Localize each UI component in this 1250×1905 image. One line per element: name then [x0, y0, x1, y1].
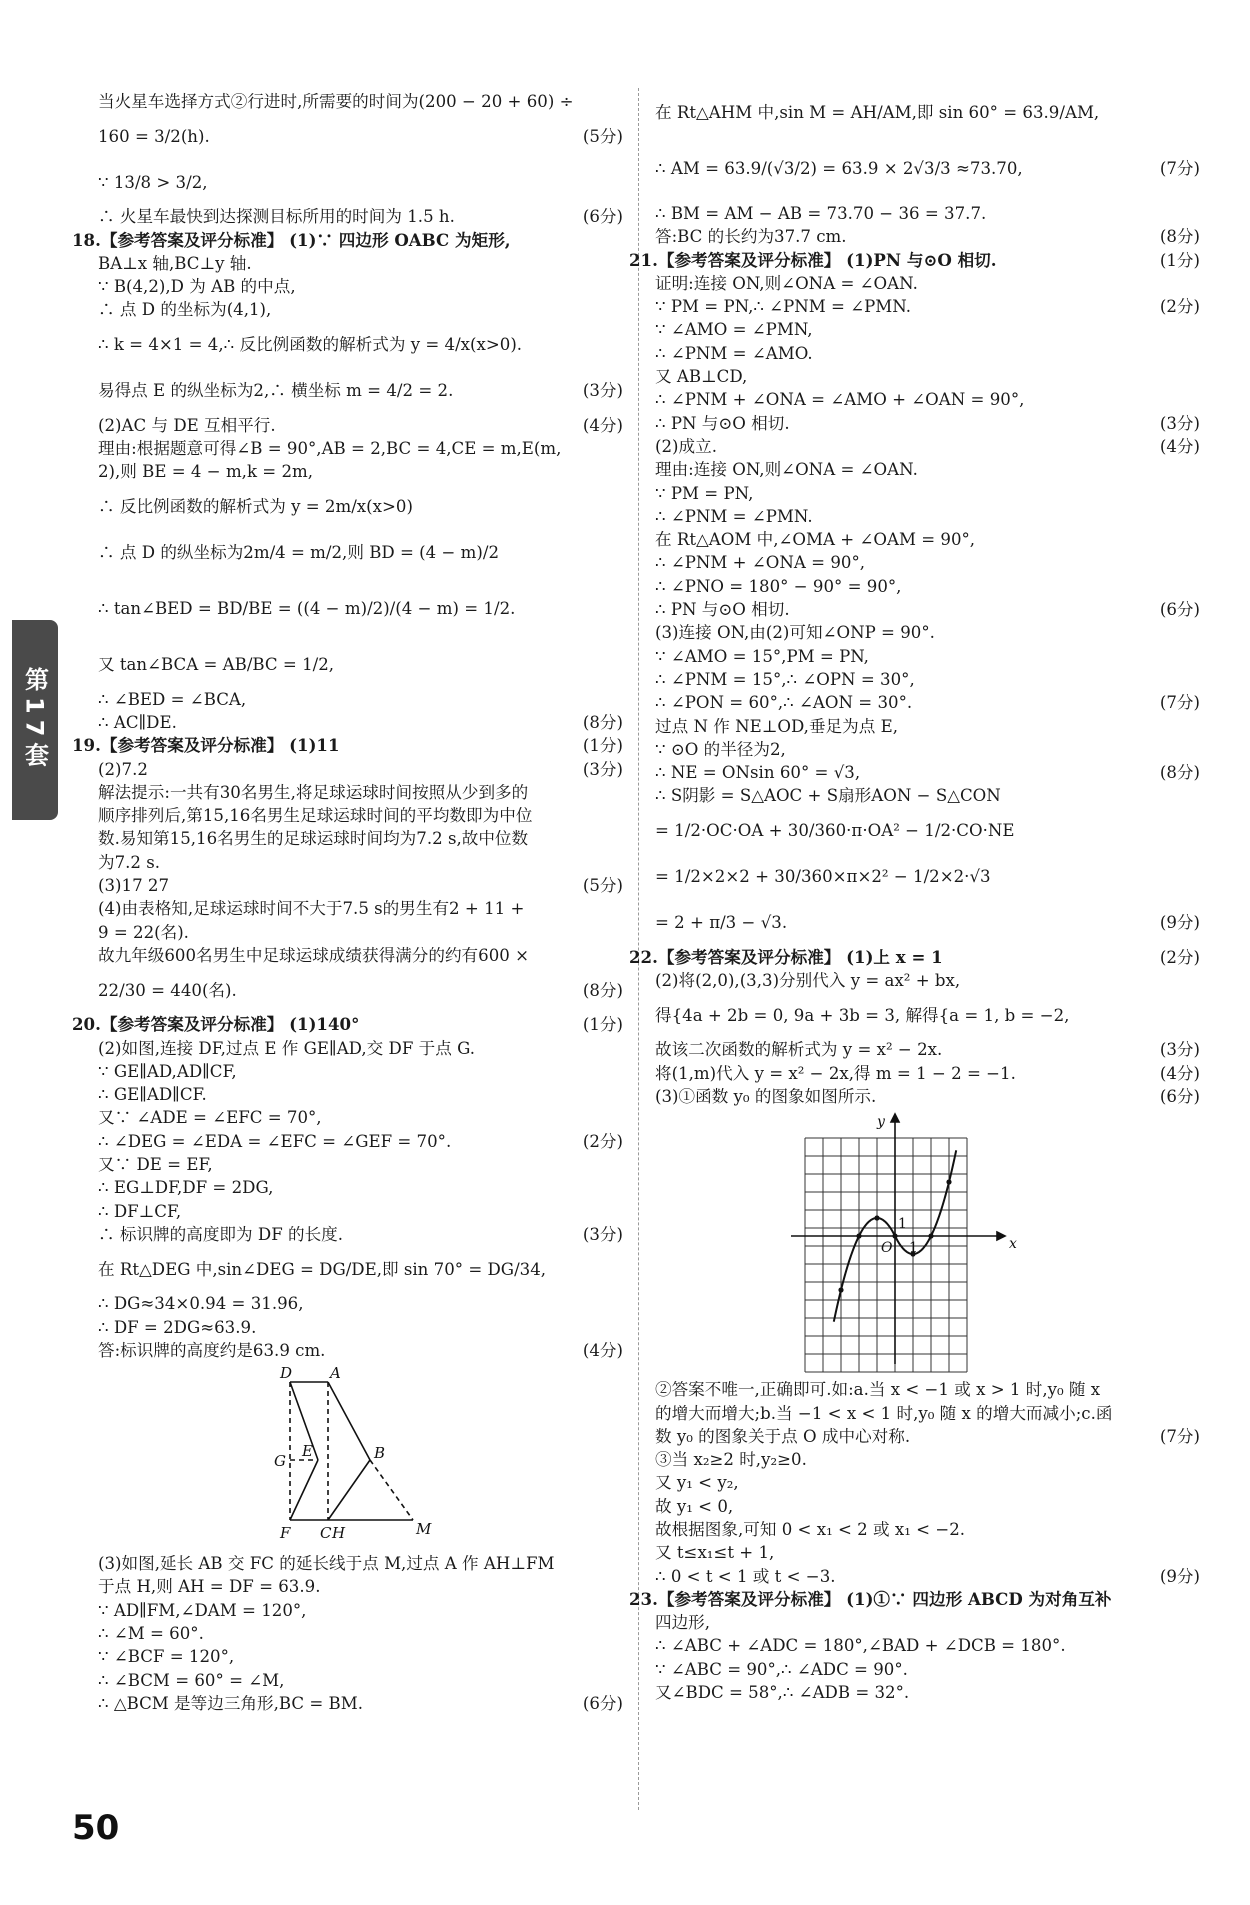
line-text: ∵ ∠AMO = 15°,PM = PN,: [655, 646, 869, 666]
text-line: [655, 668, 1200, 691]
text-line: [98, 1622, 623, 1645]
text-line: [98, 944, 623, 967]
line-text: ∴ ∠PNM = ∠PMN.: [655, 506, 813, 526]
line-text: BA⊥x 轴,BC⊥y 轴.: [98, 253, 252, 273]
score-mark: (9分): [1159, 913, 1200, 933]
score-mark: (6分): [1159, 600, 1200, 620]
line-text: = 1/2·OC·OA + 30/360·π·OA² − 1/2·CO·NE: [655, 821, 1015, 841]
text-line: [98, 576, 623, 642]
text-line: [98, 1223, 623, 1246]
text-line: [98, 414, 623, 437]
text-line: [655, 1658, 1200, 1681]
line-text: 22.【参考答案及评分标准】 (1)上 x = 1: [629, 946, 943, 967]
text-line: [98, 1246, 623, 1292]
figure-20-sign-diagram: [98, 1362, 623, 1552]
line-text: 理由:根据题意可得∠B = 90°,AB = 2,BC = 4,CE = m,E(m,: [98, 439, 562, 459]
score-mark: (8分): [1159, 763, 1200, 783]
text-line: [655, 1681, 1200, 1704]
line-text: (2)成立.: [655, 436, 717, 456]
fig20-label-h: H: [332, 1524, 346, 1543]
line-text: ∴ EG⊥DF,DF = 2DG,: [98, 1178, 274, 1198]
line-text: ∵ ∠ABC = 90°,∴ ∠ADC = 90°.: [655, 1659, 908, 1679]
line-text: 将(1,m)代入 y = x² − 2x,得 m = 1 − 2 = −1.: [655, 1063, 1016, 1083]
text-line: [655, 738, 1200, 761]
text-line: [98, 1130, 623, 1153]
line-text: 答:标识牌的高度约是63.9 cm.: [98, 1340, 326, 1360]
line-text: (2)如图,连接 DF,过点 E 作 GE∥AD,交 DF 于点 G.: [98, 1038, 476, 1058]
score-mark: (9分): [1159, 1566, 1200, 1586]
graph22-unit-y: 1: [898, 1216, 907, 1233]
line-text: ∴ GE∥AD∥CF.: [98, 1085, 207, 1105]
figure-20-svg: [268, 1362, 508, 1552]
text-line: [72, 1013, 623, 1036]
graph22-y-label: y: [877, 1114, 885, 1131]
line-text: 18.【参考答案及评分标准】 (1)∵ 四边形 OABC 为矩形,: [72, 229, 511, 250]
fig20-label-g: G: [274, 1452, 286, 1471]
line-text: ∴ 点 D 的坐标为(4,1),: [98, 300, 272, 320]
line-text: (2)7.2: [98, 759, 148, 779]
text-line: [655, 1402, 1200, 1425]
line-text: ∴ ∠PNM = ∠AMO.: [655, 343, 813, 363]
score-mark: (5分): [582, 876, 623, 896]
line-text: ∴ DF = 2DG≈63.9.: [98, 1317, 257, 1337]
score-mark: (1分): [582, 1015, 623, 1035]
text-line: [98, 159, 623, 205]
graph22-point: [946, 1180, 951, 1185]
score-mark: (7分): [1159, 693, 1200, 713]
line-text: 故九年级600名男生中足球运球成绩获得满分的约有600 ×: [98, 945, 529, 965]
score-mark: (8分): [582, 980, 623, 1000]
line-text: 21.【参考答案及评分标准】 (1)PN 与⊙O 相切.: [629, 249, 997, 270]
text-line: [655, 1448, 1200, 1471]
right-lines-2: [629, 1378, 1200, 1704]
text-line: [655, 435, 1200, 458]
score-mark: (5分): [582, 126, 623, 146]
text-line: [629, 249, 1200, 272]
text-line: [655, 784, 1200, 807]
text-line: [98, 1176, 623, 1199]
text-line: [98, 437, 623, 460]
line-text: ∴ ∠DEG = ∠EDA = ∠EFC = ∠GEF = 70°.: [98, 1131, 452, 1151]
score-mark: (6分): [582, 207, 623, 227]
text-line: [98, 530, 623, 576]
text-line: [655, 575, 1200, 598]
text-line: [98, 275, 623, 298]
line-text: 当火星车选择方式②行进时,所需要的时间为(200 − 20 + 60) ÷: [98, 92, 574, 111]
line-text: ∴ ∠M = 60°.: [98, 1623, 204, 1643]
text-line: [655, 272, 1200, 295]
text-line: [655, 808, 1200, 854]
text-line: [98, 1669, 623, 1692]
fig20-label-e: E: [302, 1442, 313, 1461]
score-mark: (4分): [1159, 1063, 1200, 1083]
line-text: 的增大而增大;b.当 −1 < x < 1 时,y₀ 随 x 的增大而减小;c.函: [655, 1403, 1113, 1423]
text-line: [655, 225, 1200, 248]
line-text: 数 y₀ 的图象关于点 O 成中心对称.: [655, 1426, 911, 1446]
line-text: 解法提示:一共有30名男生,将足球运球时间按照从少到多的: [98, 782, 529, 802]
text-line: [98, 1599, 623, 1622]
score-mark: (8分): [582, 712, 623, 732]
line-text: 数.易知第15,16名男生的足球运球时间均为7.2 s,故中位数: [98, 829, 529, 849]
text-line: [655, 482, 1200, 505]
text-line: [655, 598, 1200, 621]
line-text: ∴ PN 与⊙O 相切.: [655, 600, 790, 620]
score-mark: (3分): [1159, 1040, 1200, 1060]
line-text: 又 tan∠BCA = AB/BC = 1/2,: [98, 655, 335, 675]
line-text: ③当 x₂≥2 时,y₂≥0.: [655, 1450, 807, 1470]
graph22-point: [856, 1234, 861, 1239]
right-column: [629, 90, 1200, 1704]
line-text: ∴ ∠PON = 60°,∴ ∠AON = 30°.: [655, 693, 913, 713]
line-text: ∴ S阴影 = S△AOC + S扇形AON − S△CON: [655, 786, 1001, 806]
line-text: 过点 N 作 NE⊥OD,垂足为点 E,: [655, 716, 898, 736]
line-text: ∴ NE = ONsin 60° = √3,: [655, 763, 861, 783]
line-text: 易得点 E 的纵坐标为2,∴ 横坐标 m = 4/2 = 2.: [98, 381, 454, 401]
text-line: [98, 298, 623, 321]
line-text: 顺序排列后,第15,16名男生足球运球时间的平均数即为中位: [98, 806, 533, 826]
score-mark: (8分): [1159, 227, 1200, 247]
graph22-unit-x: 1: [909, 1240, 918, 1257]
line-text: 于点 H,则 AH = DF = 63.9.: [98, 1577, 321, 1597]
text-line: [655, 621, 1200, 644]
graph22-svg: [787, 1112, 1047, 1374]
score-mark: (7分): [1159, 159, 1200, 179]
line-text: ∵ ∠AMO = ∠PMN,: [655, 320, 813, 340]
line-text: ∴ ∠PNM + ∠ONA = 90°,: [655, 553, 866, 573]
line-text: ∴ k = 4×1 = 4,∴ 反比例函数的解析式为 y = 4/x(x>0).: [98, 335, 523, 355]
side-tab-set-number: 第17套: [12, 620, 58, 820]
text-line: [72, 229, 623, 252]
line-text: (3)连接 ON,由(2)可知∠ONP = 90°.: [655, 623, 935, 643]
score-mark: (6分): [1159, 1086, 1200, 1106]
line-text: ∴ AM = 63.9/(√3/2) = 63.9 × 2√3/3 ≈73.70,: [655, 159, 1023, 179]
text-line: [655, 551, 1200, 574]
text-line: [98, 921, 623, 944]
fig20-label-a: A: [330, 1364, 341, 1383]
line-text: 得{4a + 2b = 0, 9a + 3b = 3, 解得{a = 1, b = −2,: [655, 1005, 1070, 1025]
text-line: [98, 1645, 623, 1668]
text-line: [629, 1588, 1200, 1611]
line-text: ∴ △BCM 是等边三角形,BC = BM.: [98, 1693, 364, 1713]
graph22-origin-label: O: [881, 1240, 893, 1257]
fig20-label-m: M: [416, 1520, 432, 1539]
line-text: ∴ DG≈34×0.94 = 31.96,: [98, 1294, 304, 1314]
text-line: [98, 322, 623, 368]
line-text: (3)如图,延长 AB 交 FC 的延长线于点 M,过点 A 作 AH⊥FM: [98, 1554, 555, 1574]
line-text: ∴ 0 < t < 1 或 t < −3.: [655, 1566, 836, 1586]
text-line: [98, 781, 623, 804]
text-line: [98, 1292, 623, 1315]
fig20-segment-ef: [290, 1460, 318, 1520]
text-line: [655, 295, 1200, 318]
line-text: ∵ ∠BCF = 120°,: [98, 1647, 235, 1667]
text-line: [655, 1634, 1200, 1657]
fig20-label-c: C: [320, 1524, 332, 1543]
score-mark: (3分): [582, 1224, 623, 1244]
line-text: ∴ ∠ABC + ∠ADC = 180°,∠BAD + ∠DCB = 180°.: [655, 1636, 1066, 1656]
text-line: [629, 946, 1200, 969]
graph22-point: [892, 1234, 897, 1239]
text-line: [98, 874, 623, 897]
text-line: [655, 388, 1200, 411]
line-text: 在 Rt△AOM 中,∠OMA + ∠OAM = 90°,: [655, 530, 976, 550]
line-text: 理由:连接 ON,则∠ONA = ∠OAN.: [655, 460, 918, 480]
fig20-label-b: B: [374, 1444, 386, 1463]
text-line: [655, 90, 1200, 136]
line-text: 20.【参考答案及评分标准】 (1)140°: [72, 1014, 360, 1035]
graph22-point: [874, 1216, 879, 1221]
line-text: ∴ ∠BCM = 60° = ∠M,: [98, 1670, 285, 1690]
line-text: ∴ BM = AM − AB = 73.70 − 36 = 37.7.: [655, 204, 987, 223]
text-line: [72, 734, 623, 757]
text-line: [98, 711, 623, 734]
line-text: 又∵ DE = EF,: [98, 1155, 213, 1175]
fig20-segment-bm: [370, 1460, 413, 1520]
line-text: ∴ DF⊥CF,: [98, 1201, 182, 1221]
text-line: [655, 969, 1200, 992]
text-line: [98, 90, 623, 113]
line-text: 证明:连接 ON,则∠ONA = ∠OAN.: [655, 273, 918, 293]
text-line: [98, 897, 623, 920]
text-line: [98, 1692, 623, 1715]
text-line: [655, 136, 1200, 202]
line-text: 22/30 = 440(名).: [98, 980, 237, 1000]
text-line: [655, 645, 1200, 668]
left-lines-2: [98, 1552, 623, 1715]
text-line: [655, 715, 1200, 738]
text-line: [655, 412, 1200, 435]
line-text: 160 = 3/2(h).: [98, 126, 210, 146]
line-text: 又 t≤x₁≤t + 1,: [655, 1543, 775, 1563]
left-lines-1: [72, 90, 623, 1362]
text-line: [98, 1316, 623, 1339]
line-text: 答:BC 的长约为37.7 cm.: [655, 227, 847, 247]
line-text: (2)将(2,0),(3,3)分别代入 y = ax² + bx,: [655, 971, 961, 991]
text-line: [655, 342, 1200, 365]
score-mark: (1分): [582, 736, 623, 756]
page-number: 50: [72, 1808, 120, 1848]
text-line: [98, 688, 623, 711]
line-text: ∵ ⊙O 的半径为2,: [655, 739, 786, 759]
score-mark: (2分): [1159, 947, 1200, 967]
line-text: ②答案不唯一,正确即可.如:a.当 x < −1 或 x > 1 时,y₀ 随 x: [655, 1380, 1101, 1400]
line-text: ∴ ∠PNM = 15°,∴ ∠OPN = 30°,: [655, 669, 915, 689]
line-text: 19.【参考答案及评分标准】 (1)11: [72, 735, 340, 756]
line-text: ∵ B(4,2),D 为 AB 的中点,: [98, 277, 296, 297]
fig20-label-f: F: [280, 1524, 291, 1543]
fig20-segment-bc: [328, 1460, 370, 1520]
line-text: 2),则 BE = 4 − m,k = 2m,: [98, 462, 314, 482]
line-text: (3)17 27: [98, 876, 170, 896]
line-text: 在 Rt△AHM 中,sin M = AH/AM,即 sin 60° = 63.9/AM,: [655, 103, 1100, 123]
line-text: ∴ ∠PNO = 180° − 90° = 90°,: [655, 576, 902, 596]
score-mark: (3分): [582, 381, 623, 401]
graph22-x-label: x: [1009, 1236, 1017, 1253]
score-mark: (2分): [1159, 297, 1200, 317]
text-line: [655, 365, 1200, 388]
text-line: [655, 1495, 1200, 1518]
text-line: [98, 1200, 623, 1223]
score-mark: (3分): [582, 759, 623, 779]
line-text: (3)①函数 y₀ 的图象如图所示.: [655, 1086, 877, 1106]
text-line: [655, 202, 1200, 225]
score-mark: (3分): [1159, 413, 1200, 433]
text-line: [655, 761, 1200, 784]
line-text: 又∠BDC = 58°,∴ ∠ADB = 32°.: [655, 1683, 910, 1703]
text-line: [655, 1541, 1200, 1564]
text-line: [655, 1565, 1200, 1588]
text-line: [655, 854, 1200, 900]
line-text: 又 AB⊥CD,: [655, 367, 748, 387]
line-text: ∵ 13/8 > 3/2,: [98, 172, 208, 192]
figure-22-function-graph: [655, 1108, 1200, 1378]
line-text: (2)AC 与 DE 互相平行.: [98, 415, 276, 435]
text-line: [655, 992, 1200, 1038]
text-line: [98, 1552, 623, 1575]
text-line: [98, 1106, 623, 1129]
line-text: ∴ 点 D 的纵坐标为2m/4 = m/2,则 BD = (4 − m)/2: [98, 543, 499, 563]
line-text: 9 = 22(名).: [98, 922, 189, 942]
line-text: 又∵ ∠ADE = ∠EFC = 70°,: [98, 1108, 322, 1128]
score-mark: (4分): [582, 415, 623, 435]
text-line: [98, 1153, 623, 1176]
text-line: [655, 528, 1200, 551]
text-line: [98, 368, 623, 414]
text-line: [655, 1471, 1200, 1494]
line-text: ∴ AC∥DE.: [98, 712, 177, 732]
graph22-point: [838, 1288, 843, 1293]
text-line: [98, 252, 623, 275]
line-text: ∴ 反比例函数的解析式为 y = 2m/x(x>0): [98, 497, 413, 517]
text-line: [98, 1037, 623, 1060]
line-text: ∴ tan∠BED = BD/BE = ((4 − m)/2)/(4 − m) = 1/2.: [98, 599, 516, 619]
right-lines-1: [629, 90, 1200, 1108]
score-mark: (1分): [1159, 250, 1200, 270]
line-text: (4)由表格知,足球运球时间不大于7.5 s的男生有2 + 11 +: [98, 899, 525, 919]
text-line: [655, 458, 1200, 481]
line-text: 四边形,: [655, 1613, 711, 1633]
score-mark: (7分): [1159, 1426, 1200, 1446]
line-text: ∴ ∠PNM + ∠ONA = ∠AMO + ∠OAN = 90°,: [655, 390, 1025, 410]
text-line: [655, 1378, 1200, 1401]
text-line: [98, 827, 623, 850]
text-line: [98, 113, 623, 159]
fig20-label-d: D: [280, 1364, 293, 1383]
text-line: [98, 1060, 623, 1083]
line-text: = 2 + π/3 − √3.: [655, 913, 788, 933]
score-mark: (2分): [582, 1131, 623, 1151]
left-column: [72, 90, 623, 1715]
text-line: [98, 205, 623, 228]
text-line: [655, 1085, 1200, 1108]
line-text: 23.【参考答案及评分标准】 (1)①∵ 四边形 ABCD 为对角互补: [629, 1588, 1112, 1609]
text-line: [98, 1339, 623, 1362]
text-line: [98, 1083, 623, 1106]
line-text: ∵ PM = PN,∴ ∠PNM = ∠PMN.: [655, 297, 911, 317]
text-line: [98, 851, 623, 874]
line-text: 又 y₁ < y₂,: [655, 1473, 739, 1493]
line-text: ∵ AD∥FM,∠DAM = 120°,: [98, 1600, 307, 1620]
text-line: [98, 460, 623, 483]
line-text: 故该二次函数的解析式为 y = x² − 2x.: [655, 1040, 943, 1060]
fig20-segment-ab: [328, 1382, 370, 1460]
score-mark: (4分): [1159, 436, 1200, 456]
text-line: [655, 318, 1200, 341]
line-text: 故 y₁ < 0,: [655, 1496, 734, 1516]
text-line: [98, 967, 623, 1013]
text-line: [98, 804, 623, 827]
text-line: [655, 900, 1200, 946]
line-text: 故根据图象,可知 0 < x₁ < 2 或 x₁ < −2.: [655, 1519, 966, 1539]
line-text: ∵ GE∥AD,AD∥CF,: [98, 1061, 237, 1081]
text-line: [655, 691, 1200, 714]
line-text: ∴ 标识牌的高度即为 DF 的长度.: [98, 1224, 344, 1244]
text-line: [98, 1575, 623, 1598]
text-line: [98, 758, 623, 781]
line-text: ∴ ∠BED = ∠BCA,: [98, 689, 247, 709]
text-line: [655, 1611, 1200, 1634]
graph22-y-arrow: [891, 1114, 899, 1122]
line-text: ∴ PN 与⊙O 相切.: [655, 413, 790, 433]
graph22-point: [928, 1234, 933, 1239]
line-text: 为7.2 s.: [98, 852, 161, 872]
graph22-x-arrow: [997, 1232, 1005, 1240]
line-text: = 1/2×2×2 + 30/360×π×2² − 1/2×2·√3: [655, 867, 991, 887]
text-line: [655, 1518, 1200, 1541]
line-text: 在 Rt△DEG 中,sin∠DEG = DG/DE,即 sin 70° = DG/34,: [98, 1259, 547, 1279]
text-line: [655, 1038, 1200, 1061]
text-line: [655, 1062, 1200, 1085]
line-text: ∴ 火星车最快到达探测目标所用的时间为 1.5 h.: [98, 207, 455, 227]
line-text: ∵ PM = PN,: [655, 483, 754, 503]
score-mark: (4分): [582, 1340, 623, 1360]
text-line: [655, 505, 1200, 528]
text-line: [655, 1425, 1200, 1448]
text-line: [98, 484, 623, 530]
score-mark: (6分): [582, 1693, 623, 1713]
text-line: [98, 642, 623, 688]
